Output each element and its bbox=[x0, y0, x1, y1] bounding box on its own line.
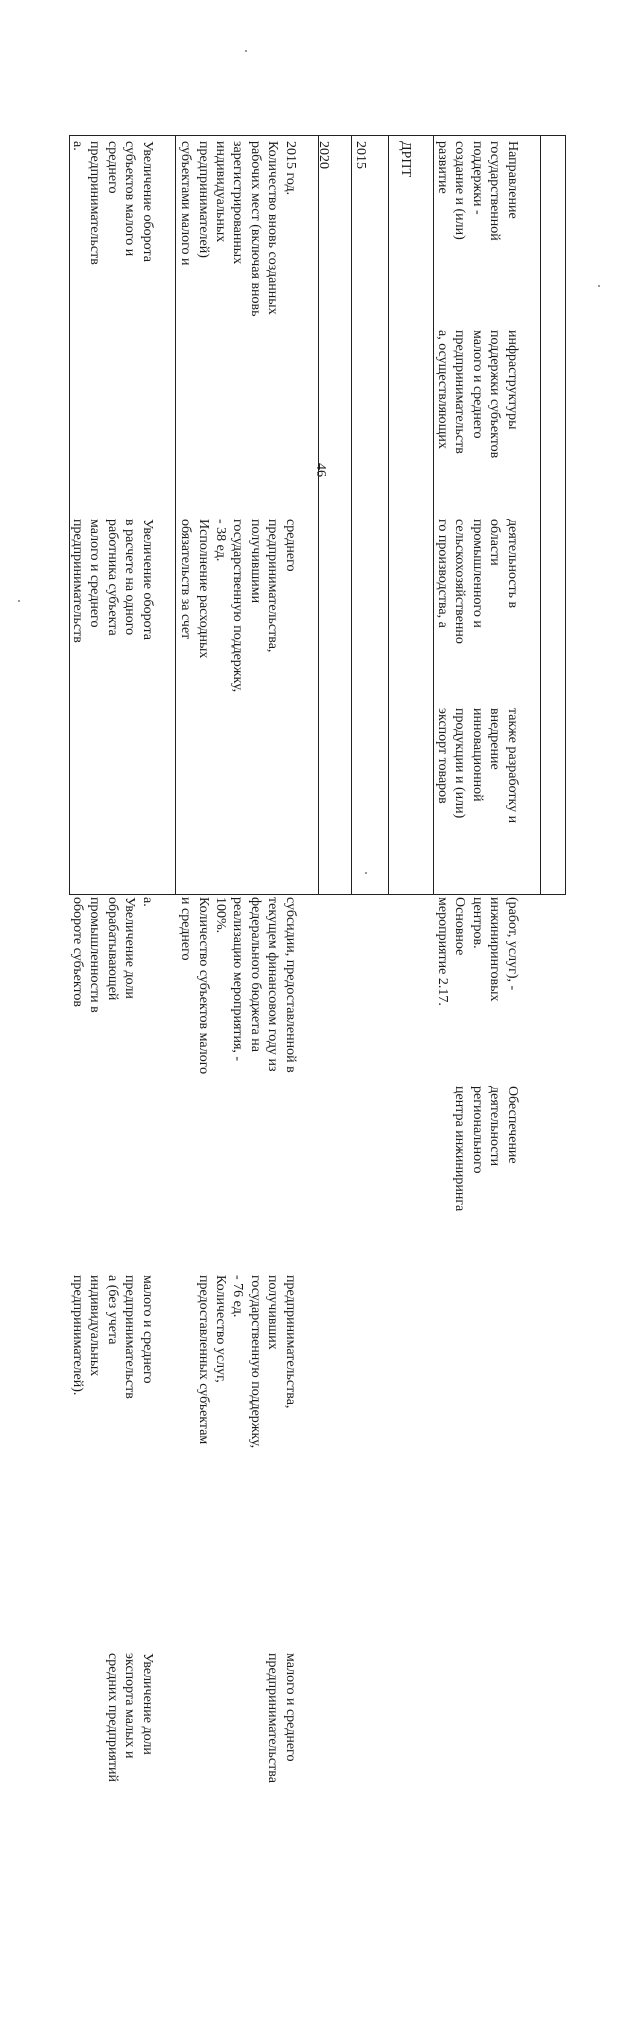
measure-direction-column bbox=[433, 135, 541, 1212]
executor-text: ДРПТ bbox=[397, 141, 413, 177]
scan-speck bbox=[245, 50, 247, 52]
indicators-text: 2015 год. Количество вновь созданных рабочих мест (включая вновь зарегистрированных индивидуальных предпринимателей) субъектами малого и среднего предпринимательства, получившими государственную поддержку, - 38 ед. Исполнение расходных обязательств за счет субсидии, предоставленной в текущем финансовом году из федерального бюджета на реализацию мероприятия, - 100%. Количество субъектов малого и среднего предпринимательства, получивших государственную поддержку, - 76 ед. Количество услуг, предоставленных субъектам малого и среднего предпринимательства bbox=[178, 141, 298, 1783]
rotated-document-table bbox=[69, 135, 566, 1783]
end-year-column bbox=[315, 135, 352, 895]
blank-column bbox=[540, 135, 566, 895]
start-year-text: 2015 bbox=[352, 141, 368, 169]
scan-speck bbox=[598, 285, 600, 287]
results-column bbox=[69, 135, 176, 1783]
page-number: 46 bbox=[313, 463, 328, 477]
scan-speck bbox=[365, 872, 367, 874]
measure-direction-text: Направление государственной поддержки - создание и (или) развитие инфраструктуры поддержки субъектов малого и среднего предпринимательств а, осуществляющих деятельность в области промышленного и сельскохозяйственно го производства, а также разработку и внедрение инновационной продукции и (или) экспорт товаров (работ, услуг), - инжиниринговых центров. Основное мероприятие 2.17. Обеспечение деятельности регионального центра инжиниринга bbox=[434, 141, 520, 1212]
indicators-column bbox=[175, 135, 319, 1783]
results-text: Увеличение оборота субъектов малого и среднего предпринимательств а. Увеличение оборота в расчете на одного работника субъекта малого и среднего предпринимательств а. Увеличение доли обрабатывающей промышленности в обороте субъектов малого и среднего предпринимательств а (без учета индивидуальных предпринимателей). Увеличение доли экспорта малых и средних предприятий bbox=[69, 141, 155, 1783]
end-year-text: 2020 bbox=[315, 141, 331, 169]
start-year-column bbox=[351, 135, 389, 895]
scan-speck bbox=[18, 600, 20, 602]
executor-column bbox=[388, 135, 434, 895]
